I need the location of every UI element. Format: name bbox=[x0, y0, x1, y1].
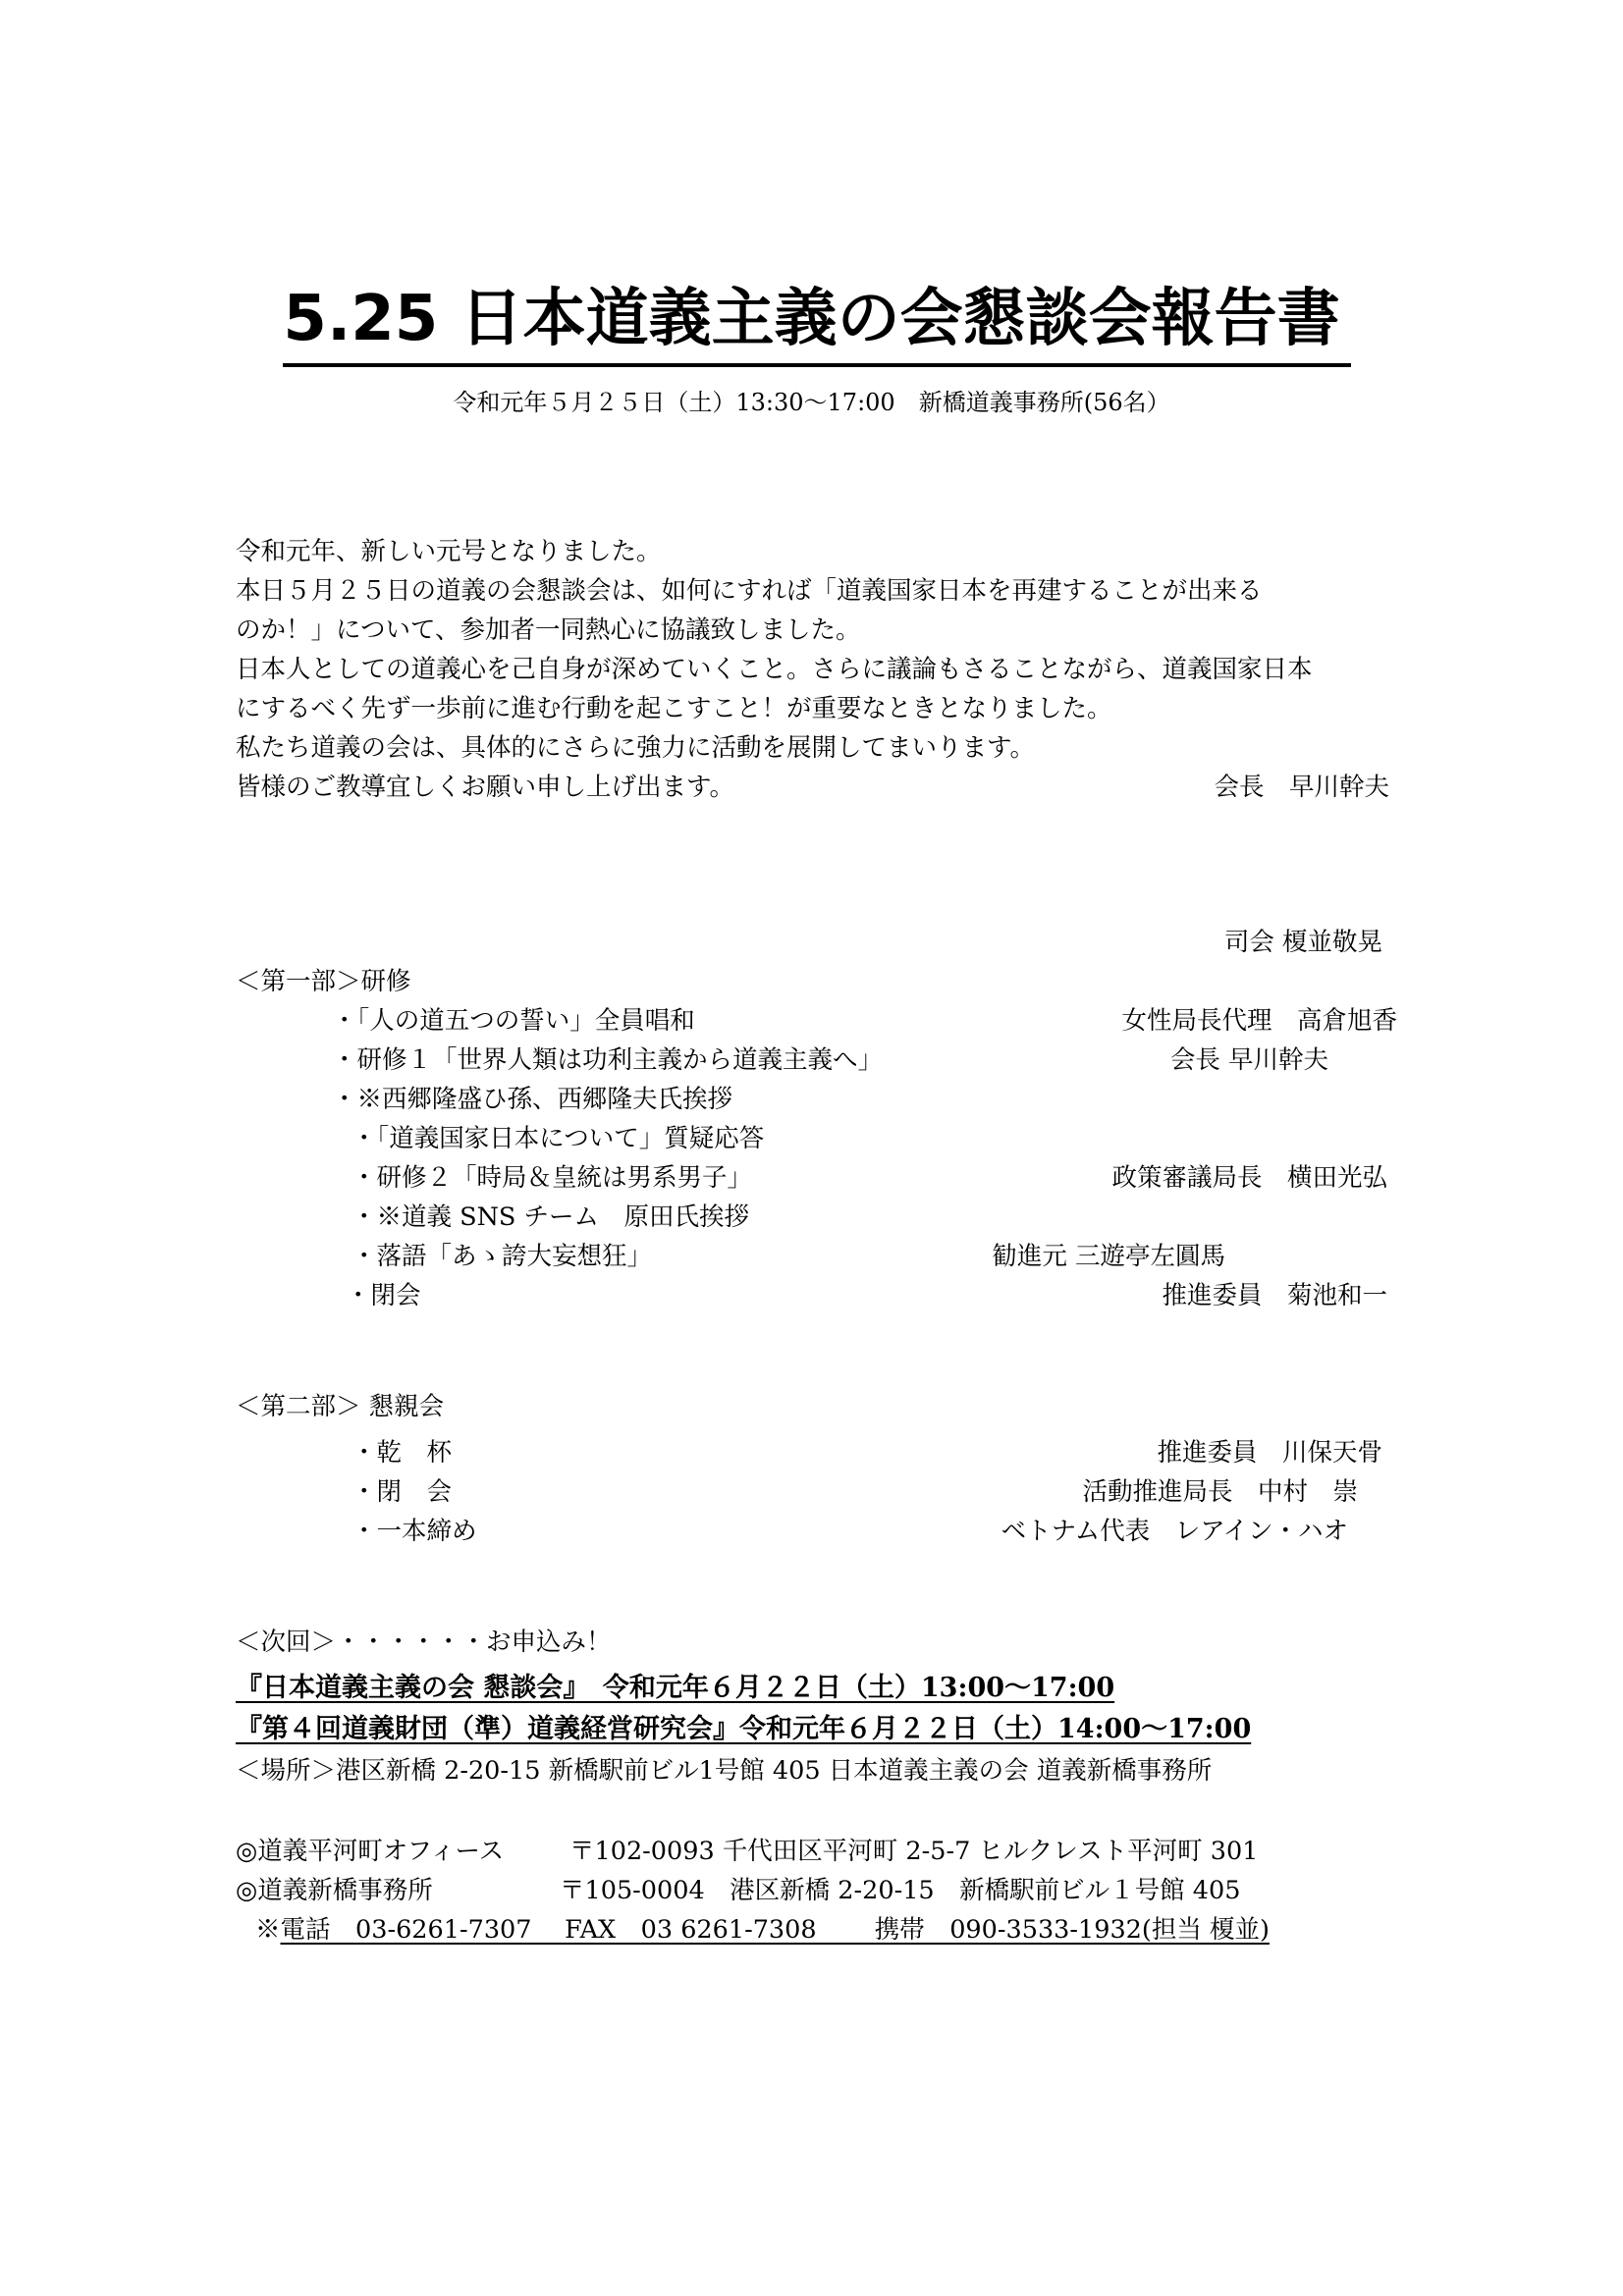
program-item: ・研修１「世界人類は功利主義から道義主義へ」 bbox=[332, 1045, 884, 1075]
program-item: ・落語「あゝ誇大妄想狂」 bbox=[352, 1242, 653, 1271]
program-speaker: 政策審議局長 横田光弘 bbox=[1111, 1163, 1387, 1193]
program-speaker: 勧進元 三遊亭左圓馬 bbox=[992, 1242, 1225, 1271]
program-item: ・一本締め bbox=[352, 1517, 477, 1546]
intro-line: にするべく先ず一歩前に進む行動を起こすこと！が重要なときとなりました。 bbox=[236, 694, 1112, 723]
next-event-2: 『第４回道義財団（準）道義経営研究会』令和元年６月２２日（土）14:00～17:00 bbox=[236, 1714, 1252, 1744]
program-speaker: 推進委員 川保天骨 bbox=[1157, 1438, 1382, 1468]
office1-name: ◎道義平河町オフィース bbox=[236, 1837, 505, 1866]
meeting-info: 令和元年５月２５日（土）13:30～17:00 新橋道義事務所(56名） bbox=[453, 389, 1170, 416]
program-item: ・「人の道五つの誓い」全員唱和 bbox=[332, 1006, 695, 1036]
program-item: ・乾 杯 bbox=[352, 1438, 453, 1468]
note-mark: ※ bbox=[255, 1915, 281, 1945]
intro-line: 本日５月２５日の道義の会懇談会は、如何にすれば「道義国家日本を再建することが出来る bbox=[236, 576, 1263, 606]
office2-name: ◎道義新橋事務所 bbox=[236, 1876, 433, 1905]
program-item: ・閉 会 bbox=[352, 1477, 453, 1507]
program-item: ・※西郷隆盛ひ孫、西郷隆夫氏挨拶 bbox=[332, 1085, 733, 1114]
program-item: ・※道義 SNS チーム 原田氏挨拶 bbox=[352, 1202, 749, 1232]
next-heading: ＜次回＞・・・・・・お申込み！ bbox=[236, 1628, 612, 1657]
office2-address: 〒105-0004 港区新橋 2-20-15 新橋駅前ビル１号館 405 bbox=[560, 1876, 1241, 1905]
title-underline bbox=[283, 363, 1351, 367]
intro-line: 皆様のご教導宜しくお願い申し上げ出ます。 bbox=[236, 773, 734, 802]
program-item: ・研修２「時局＆皇統は男系男子」 bbox=[352, 1163, 753, 1193]
part1-heading: ＜第一部＞研修 bbox=[236, 967, 411, 996]
program-speaker: 推進委員 菊池和一 bbox=[1162, 1281, 1387, 1310]
intro-line: 令和元年、新しい元号となりました。 bbox=[236, 537, 662, 566]
page-title: 5.25 日本道義主義の会懇談会報告書 bbox=[283, 283, 1340, 355]
contact-line bbox=[255, 1910, 1270, 1949]
next-place: ＜場所＞港区新橋 2-20-15 新橋駅前ビル1号館 405 日本道義主義の会 道義新橋事務所 bbox=[236, 1756, 1213, 1786]
office1-address: 〒102-0093 千代田区平河町 2-5-7 ヒルクレスト平河町 301 bbox=[569, 1837, 1259, 1866]
program-speaker: 女性局長代理 高倉旭香 bbox=[1121, 1006, 1397, 1036]
program-speaker: ベトナム代表 レアイン・ハオ bbox=[1001, 1517, 1348, 1546]
moderator: 司会 榎並敬晃 bbox=[1223, 928, 1382, 957]
next-event-1: 『日本道義主義の会 懇談会』 令和元年６月２２日（土）13:00～17:00 bbox=[236, 1673, 1115, 1703]
program-speaker: 活動推進局長 中村 崇 bbox=[1082, 1477, 1358, 1507]
phone-numbers: 電話 03-6261-7307 FAX 03 6261-7308 携帯 090-3533-1932(担当 榎並) bbox=[280, 1915, 1270, 1945]
president-signature: 会長 早川幹夫 bbox=[1214, 773, 1389, 802]
program-speaker: 会長 早川幹夫 bbox=[1169, 1045, 1328, 1075]
intro-line: 日本人としての道義心を己自身が深めていくこと。さらに議論もさることながら、道義国家日本 bbox=[236, 655, 1313, 684]
intro-line: のか！」について、参加者一同熱心に協議致しました。 bbox=[236, 615, 861, 645]
program-item: ・「道義国家日本について」質疑応答 bbox=[352, 1124, 765, 1153]
part2-heading: ＜第二部＞ 懇親会 bbox=[236, 1392, 445, 1421]
program-item: ・閉会 bbox=[346, 1281, 421, 1310]
intro-line: 私たち道義の会は、具体的にさらに強力に活動を展開してまいります。 bbox=[236, 733, 1035, 763]
